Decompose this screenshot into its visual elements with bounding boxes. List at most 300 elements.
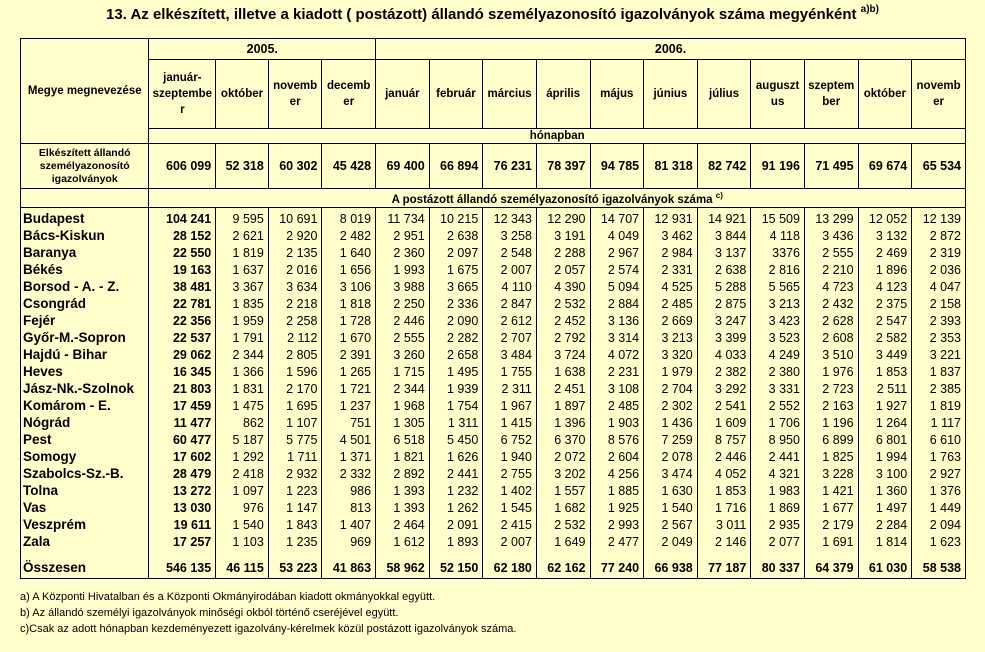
cell-value: 1 540 <box>644 500 698 517</box>
produced-value: 76 231 <box>483 144 537 189</box>
produced-value: 65 534 <box>912 144 966 189</box>
cell-value: 2 704 <box>644 381 698 398</box>
cell-value: 2 094 <box>912 517 966 534</box>
month-header: november <box>912 60 966 129</box>
produced-value: 606 099 <box>149 144 216 189</box>
cell-value: 2 415 <box>483 517 537 534</box>
produced-value: 52 318 <box>216 144 269 189</box>
cell-value: 3 484 <box>483 347 537 364</box>
cell-value: 3 844 <box>697 228 751 245</box>
cell-value: 3 423 <box>751 313 805 330</box>
produced-value: 78 397 <box>536 144 590 189</box>
cell-value: 2 451 <box>536 381 590 398</box>
county-name: Hajdú - Bihar <box>21 347 149 364</box>
footnote-c: c)Csak az adott hónapban kezdeményezett igazolvány-kérelmek közül postázott igazolványok száma. <box>20 623 517 635</box>
spacer-cell <box>858 551 912 558</box>
cell-value: 2 755 <box>483 466 537 483</box>
cell-value: 3 292 <box>697 381 751 398</box>
total-value: 546 135 <box>149 558 216 579</box>
cell-value: 2 135 <box>268 245 322 262</box>
spacer-cell <box>216 551 269 558</box>
cell-value: 6 370 <box>536 432 590 449</box>
county-name: Budapest <box>21 207 149 228</box>
cell-value: 1 407 <box>322 517 376 534</box>
cell-value: 2 090 <box>429 313 483 330</box>
cell-value: 1 670 <box>322 330 376 347</box>
cell-value: 2 097 <box>429 245 483 262</box>
table-row <box>21 517 966 534</box>
cell-value: 3 320 <box>644 347 698 364</box>
cell-value: 1 893 <box>429 534 483 551</box>
cell-value: 2 582 <box>858 330 912 347</box>
cell-value: 5 288 <box>697 279 751 296</box>
cell-value: 28 479 <box>149 466 216 483</box>
cell-value: 3 228 <box>804 466 858 483</box>
cell-value: 3 449 <box>858 347 912 364</box>
cell-value: 3 665 <box>429 279 483 296</box>
cell-value: 1 376 <box>912 483 966 500</box>
produced-value: 69 674 <box>858 144 912 189</box>
cell-value: 22 781 <box>149 296 216 313</box>
cell-value: 1 393 <box>376 483 430 500</box>
cell-value: 11 477 <box>149 415 216 432</box>
month-header: augusztus <box>751 60 805 129</box>
table-row <box>21 415 966 432</box>
cell-value: 3 132 <box>858 228 912 245</box>
cell-value: 14 707 <box>590 207 644 228</box>
cell-value: 8 576 <box>590 432 644 449</box>
cell-value: 8 757 <box>697 432 751 449</box>
cell-value: 1 967 <box>483 398 537 415</box>
cell-value: 2 057 <box>536 262 590 279</box>
cell-value: 1 640 <box>322 245 376 262</box>
cell-value: 2 380 <box>751 364 805 381</box>
cell-value: 11 734 <box>376 207 430 228</box>
cell-value: 1 237 <box>322 398 376 415</box>
cell-value: 2 608 <box>804 330 858 347</box>
table-row <box>21 449 966 466</box>
month-header: június <box>644 60 698 129</box>
county-name: Csongrád <box>21 296 149 313</box>
cell-value: 1 763 <box>912 449 966 466</box>
cell-value: 3 314 <box>590 330 644 347</box>
cell-value: 2 311 <box>483 381 537 398</box>
footnotes <box>20 589 516 637</box>
cell-value: 4 072 <box>590 347 644 364</box>
cell-value: 3 510 <box>804 347 858 364</box>
cell-value: 12 931 <box>644 207 698 228</box>
cell-value: 2 331 <box>644 262 698 279</box>
cell-value: 5 450 <box>429 432 483 449</box>
cell-value: 2 816 <box>751 262 805 279</box>
cell-value: 1 264 <box>858 415 912 432</box>
cell-value: 10 215 <box>429 207 483 228</box>
cell-value: 17 257 <box>149 534 216 551</box>
cell-value: 2 170 <box>268 381 322 398</box>
county-name: Zala <box>21 534 149 551</box>
table-row <box>21 466 966 483</box>
cell-value: 1 557 <box>536 483 590 500</box>
cell-value: 2 884 <box>590 296 644 313</box>
cell-value: 2 604 <box>590 449 644 466</box>
cell-value: 2 441 <box>751 449 805 466</box>
county-name: Jász-Nk.-Szolnok <box>21 381 149 398</box>
cell-value: 2 336 <box>429 296 483 313</box>
produced-value: 91 196 <box>751 144 805 189</box>
cell-value: 3 106 <box>322 279 376 296</box>
cell-value: 2 485 <box>644 296 698 313</box>
cell-value: 5 565 <box>751 279 805 296</box>
cell-value: 1 262 <box>429 500 483 517</box>
county-name: Heves <box>21 364 149 381</box>
month-header: július <box>697 60 751 129</box>
cell-value: 2 382 <box>697 364 751 381</box>
cell-value: 4 052 <box>697 466 751 483</box>
cell-value: 3 108 <box>590 381 644 398</box>
footnote-a: a) A Központi Hivatalban és a Központi Okmányirodában kiadott okmányokkal együtt. <box>20 591 436 603</box>
table-row <box>21 398 966 415</box>
county-name: Veszprém <box>21 517 149 534</box>
cell-value: 2 393 <box>912 313 966 330</box>
cell-value: 813 <box>322 500 376 517</box>
total-value: 61 030 <box>858 558 912 579</box>
produced-value: 60 302 <box>268 144 322 189</box>
spacer-cell <box>912 551 966 558</box>
month-header: január <box>376 60 430 129</box>
spacer-cell <box>376 551 430 558</box>
cell-value: 4 110 <box>483 279 537 296</box>
cell-value: 2 555 <box>804 245 858 262</box>
cell-value: 2 847 <box>483 296 537 313</box>
cell-value: 2 432 <box>804 296 858 313</box>
cell-value: 4 390 <box>536 279 590 296</box>
cell-value: 4 123 <box>858 279 912 296</box>
cell-value: 13 299 <box>804 207 858 228</box>
cell-value: 3 011 <box>697 517 751 534</box>
cell-value: 1 103 <box>216 534 269 551</box>
cell-value: 1 721 <box>322 381 376 398</box>
spacer-cell <box>697 551 751 558</box>
cell-value: 1 107 <box>268 415 322 432</box>
cell-value: 2 007 <box>483 262 537 279</box>
cell-value: 1 927 <box>858 398 912 415</box>
cell-value: 19 163 <box>149 262 216 279</box>
cell-value: 7 259 <box>644 432 698 449</box>
month-header: március <box>483 60 537 129</box>
cell-value: 4 525 <box>644 279 698 296</box>
month-header: január-szeptember <box>149 60 216 129</box>
cell-value: 3 213 <box>751 296 805 313</box>
produced-value: 69 400 <box>376 144 430 189</box>
cell-value: 1 754 <box>429 398 483 415</box>
cell-value: 3 260 <box>376 347 430 364</box>
cell-value: 2 482 <box>322 228 376 245</box>
cell-value: 1 819 <box>912 398 966 415</box>
cell-value: 751 <box>322 415 376 432</box>
cell-value: 2 621 <box>216 228 269 245</box>
total-value: 77 240 <box>590 558 644 579</box>
total-value: 52 150 <box>429 558 483 579</box>
cell-value: 2 872 <box>912 228 966 245</box>
spacer-cell <box>804 551 858 558</box>
cell-value: 1 421 <box>804 483 858 500</box>
table-row <box>21 534 966 551</box>
cell-value: 2 112 <box>268 330 322 347</box>
table-row <box>21 330 966 347</box>
posted-caption: A postázott állandó személyazonosító igazolványok száma $^{c)}$ <box>149 189 966 208</box>
table-row <box>21 313 966 330</box>
cell-value: 2 077 <box>751 534 805 551</box>
cell-value: 8 019 <box>322 207 376 228</box>
table-row <box>21 347 966 364</box>
produced-value: 81 318 <box>644 144 698 189</box>
cell-value: 2 284 <box>858 517 912 534</box>
spacer-cell <box>21 551 149 558</box>
cell-value: 1 983 <box>751 483 805 500</box>
cell-value: 2 805 <box>268 347 322 364</box>
cell-value: 22 356 <box>149 313 216 330</box>
cell-value: 2 391 <box>322 347 376 364</box>
cell-value: 1 728 <box>322 313 376 330</box>
cell-value: 3 100 <box>858 466 912 483</box>
cell-value: 2 984 <box>644 245 698 262</box>
cell-value: 2 723 <box>804 381 858 398</box>
county-name: Borsod - A. - Z. <box>21 279 149 296</box>
cell-value: 976 <box>216 500 269 517</box>
cell-value: 8 950 <box>751 432 805 449</box>
cell-value: 1 292 <box>216 449 269 466</box>
cell-value: 2 485 <box>590 398 644 415</box>
cell-value: 5 187 <box>216 432 269 449</box>
cell-value: 5 094 <box>590 279 644 296</box>
cell-value: 1 436 <box>644 415 698 432</box>
produced-value: 45 428 <box>322 144 376 189</box>
cell-value: 2 158 <box>912 296 966 313</box>
cell-value: 1 706 <box>751 415 805 432</box>
cell-value: 1 925 <box>590 500 644 517</box>
cell-value: 3 213 <box>644 330 698 347</box>
cell-value: 3 462 <box>644 228 698 245</box>
cell-value: 4 256 <box>590 466 644 483</box>
county-name: Bács-Kiskun <box>21 228 149 245</box>
cell-value: 2 375 <box>858 296 912 313</box>
cell-value: 1 755 <box>483 364 537 381</box>
cell-value: 1 885 <box>590 483 644 500</box>
cell-value: 3 988 <box>376 279 430 296</box>
cell-value: 12 343 <box>483 207 537 228</box>
cell-value: 2 567 <box>644 517 698 534</box>
cell-value: 60 477 <box>149 432 216 449</box>
cell-value: 1 821 <box>376 449 430 466</box>
cell-value: 3 474 <box>644 466 698 483</box>
county-name: Baranya <box>21 245 149 262</box>
id-card-table <box>20 38 966 579</box>
table-row <box>21 364 966 381</box>
cell-value: 1 677 <box>804 500 858 517</box>
cell-value: 1 976 <box>804 364 858 381</box>
cell-value: 2 452 <box>536 313 590 330</box>
cell-value: 1 814 <box>858 534 912 551</box>
cell-value: 1 371 <box>322 449 376 466</box>
cell-value: 2 446 <box>697 449 751 466</box>
cell-value: 1 449 <box>912 500 966 517</box>
cell-value: 16 345 <box>149 364 216 381</box>
cell-value: 2 875 <box>697 296 751 313</box>
cell-value: 1 609 <box>697 415 751 432</box>
cell-value: 1 475 <box>216 398 269 415</box>
cell-value: 3 221 <box>912 347 966 364</box>
cell-value: 6 518 <box>376 432 430 449</box>
cell-value: 1 649 <box>536 534 590 551</box>
cell-value: 1 147 <box>268 500 322 517</box>
cell-value: 3 247 <box>697 313 751 330</box>
cell-value: 2 638 <box>429 228 483 245</box>
cell-value: 4 049 <box>590 228 644 245</box>
cell-value: 3 399 <box>697 330 751 347</box>
cell-value: 1 959 <box>216 313 269 330</box>
month-header: szeptember <box>804 60 858 129</box>
cell-value: 1 825 <box>804 449 858 466</box>
cell-value: 2 920 <box>268 228 322 245</box>
cell-value: 1 366 <box>216 364 269 381</box>
cell-value: 1 612 <box>376 534 430 551</box>
cell-value: 2 091 <box>429 517 483 534</box>
cell-value: 2 532 <box>536 296 590 313</box>
table-row <box>21 432 966 449</box>
cell-value: 28 152 <box>149 228 216 245</box>
spacer-cell <box>429 551 483 558</box>
cell-value: 1 711 <box>268 449 322 466</box>
cell-value: 4 118 <box>751 228 805 245</box>
cell-value: 12 052 <box>858 207 912 228</box>
cell-value: 1 626 <box>429 449 483 466</box>
cell-value: 2 319 <box>912 245 966 262</box>
cell-value: 1 497 <box>858 500 912 517</box>
total-value: 62 162 <box>536 558 590 579</box>
cell-value: 1 656 <box>322 262 376 279</box>
cell-value: 2 935 <box>751 517 805 534</box>
cell-value: 21 803 <box>149 381 216 398</box>
cell-value: 1 117 <box>912 415 966 432</box>
cell-value: 1 715 <box>376 364 430 381</box>
cell-value: 3 202 <box>536 466 590 483</box>
table-row <box>21 279 966 296</box>
cell-value: 13 272 <box>149 483 216 500</box>
cell-value: 1 716 <box>697 500 751 517</box>
cell-value: 10 691 <box>268 207 322 228</box>
cell-value: 2 210 <box>804 262 858 279</box>
spacer-cell <box>322 551 376 558</box>
cell-value: 1 545 <box>483 500 537 517</box>
cell-value: 4 321 <box>751 466 805 483</box>
cell-value: 17 602 <box>149 449 216 466</box>
cell-value: 1 691 <box>804 534 858 551</box>
table-row <box>21 381 966 398</box>
cell-value: 2 541 <box>697 398 751 415</box>
cell-value: 1 791 <box>216 330 269 347</box>
county-name: Tolna <box>21 483 149 500</box>
cell-value: 2 892 <box>376 466 430 483</box>
cell-value: 1 305 <box>376 415 430 432</box>
total-value: 58 538 <box>912 558 966 579</box>
cell-value: 1 623 <box>912 534 966 551</box>
cell-value: 2 049 <box>644 534 698 551</box>
table-title: 13. Az elkészített, illetve a kiadott ( postázott) állandó személyazonosító igazolványok száma megyénként $^{a)b)}$ <box>105 4 879 23</box>
cell-value: 1 897 <box>536 398 590 415</box>
cell-value: 3376 <box>751 245 805 262</box>
cell-value: 2 344 <box>376 381 430 398</box>
cell-value: 1 835 <box>216 296 269 313</box>
cell-value: 2 628 <box>804 313 858 330</box>
cell-value: 2 927 <box>912 466 966 483</box>
county-name: Szabolcs-Sz.-B. <box>21 466 149 483</box>
total-row <box>21 558 966 579</box>
cell-value: 2 993 <box>590 517 644 534</box>
county-name: Fejér <box>21 313 149 330</box>
blank-cell <box>21 189 149 208</box>
cell-value: 4 249 <box>751 347 805 364</box>
cell-value: 2 547 <box>858 313 912 330</box>
cell-value: 3 436 <box>804 228 858 245</box>
cell-value: 14 921 <box>697 207 751 228</box>
cell-value: 2 302 <box>644 398 698 415</box>
cell-value: 104 241 <box>149 207 216 228</box>
cell-value: 3 634 <box>268 279 322 296</box>
total-value: 66 938 <box>644 558 698 579</box>
cell-value: 2 532 <box>536 517 590 534</box>
total-value: 62 180 <box>483 558 537 579</box>
cell-value: 2 218 <box>268 296 322 313</box>
cell-value: 986 <box>322 483 376 500</box>
cell-value: 2 016 <box>268 262 322 279</box>
cell-value: 2 332 <box>322 466 376 483</box>
cell-value: 2 792 <box>536 330 590 347</box>
footnote-b: b) Az állandó személyi igazolványok minőségi okból történő cseréjével együtt. <box>20 607 399 619</box>
cell-value: 1 495 <box>429 364 483 381</box>
cell-value: 2 669 <box>644 313 698 330</box>
cell-value: 3 137 <box>697 245 751 262</box>
total-value: 77 187 <box>697 558 751 579</box>
cell-value: 1 682 <box>536 500 590 517</box>
cell-value: 1 396 <box>536 415 590 432</box>
cell-value: 6 752 <box>483 432 537 449</box>
table-row <box>21 228 966 245</box>
year-2005-header: 2005. <box>149 39 376 60</box>
cell-value: 2 282 <box>429 330 483 347</box>
cell-value: 1 979 <box>644 364 698 381</box>
cell-value: 3 191 <box>536 228 590 245</box>
county-name: Komárom - E. <box>21 398 149 415</box>
cell-value: 2 418 <box>216 466 269 483</box>
county-name: Somogy <box>21 449 149 466</box>
cell-value: 2 385 <box>912 381 966 398</box>
cell-value: 1 196 <box>804 415 858 432</box>
cell-value: 1 837 <box>912 364 966 381</box>
cell-value: 1 393 <box>376 500 430 517</box>
cell-value: 1 630 <box>644 483 698 500</box>
cell-value: 1 360 <box>858 483 912 500</box>
cell-value: 3 331 <box>751 381 805 398</box>
month-header: október <box>216 60 269 129</box>
cell-value: 2 638 <box>697 262 751 279</box>
cell-value: 1 223 <box>268 483 322 500</box>
cell-value: 1 903 <box>590 415 644 432</box>
cell-value: 2 446 <box>376 313 430 330</box>
cell-value: 2 344 <box>216 347 269 364</box>
county-header: Megye megnevezése <box>21 39 149 144</box>
spacer-cell <box>751 551 805 558</box>
table-row <box>21 483 966 500</box>
